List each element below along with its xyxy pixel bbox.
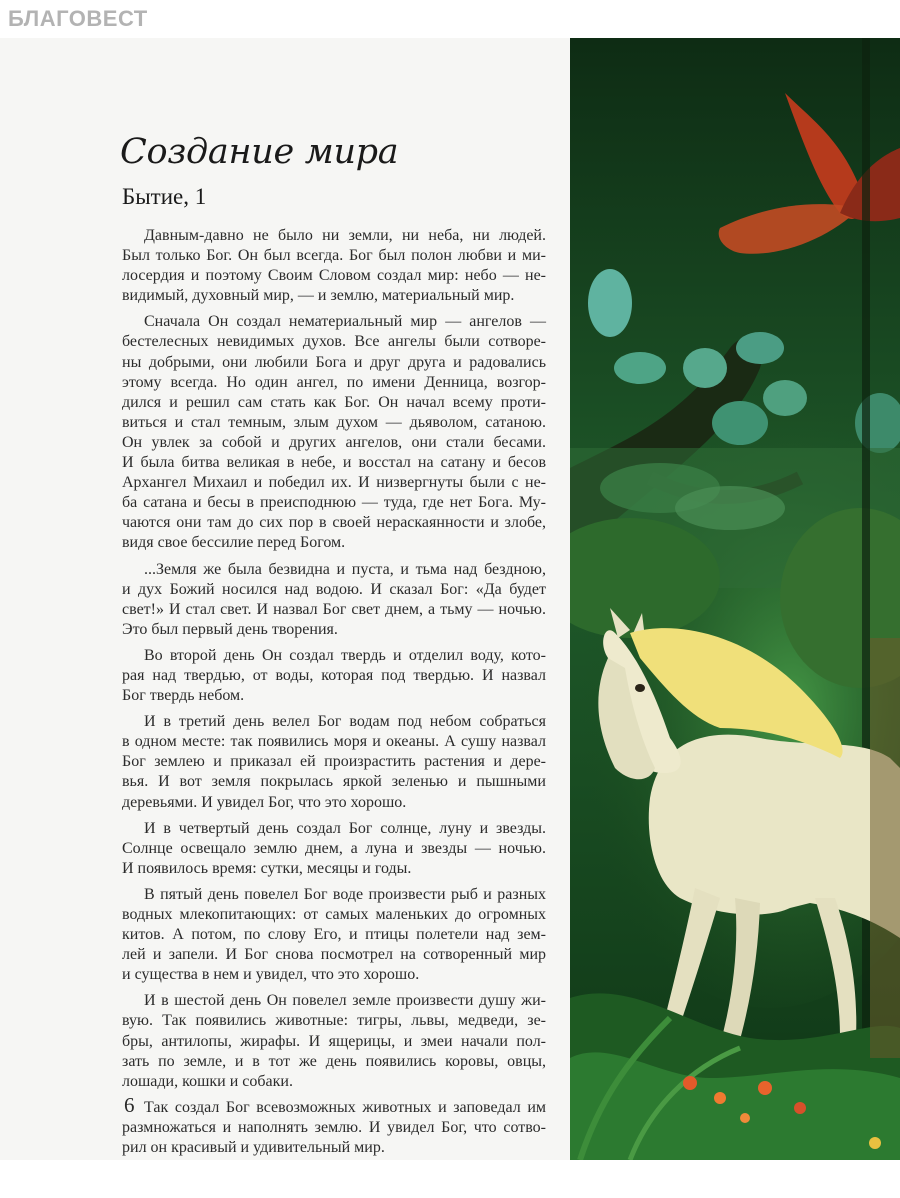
text-line: И появилось время: сутки, месяцы и годы. (122, 859, 412, 877)
body-text (122, 226, 546, 1164)
text-line: лей и запели. И Бог снова посмотрел на сотворенный мир (122, 946, 546, 964)
text-line: И была битва великая в небе, и восстал на сатану и бесов (122, 454, 546, 472)
text-line: размножаться и наполнять землю. И увидел Бог, что сотво- (122, 1118, 546, 1136)
text-line: вую. Так появились животные: тигры, львы, медведи, зе- (122, 1012, 546, 1030)
page-title: Создание мира (120, 132, 399, 172)
text-line: китов. А потом, по слову Его, и птицы полетели над зем- (122, 926, 546, 944)
text-line: Был только Бог. Он был всегда. Бог был полон любви и ми- (122, 247, 546, 265)
text-line: рил он красивый и удивительный мир. (122, 1139, 385, 1157)
text-line: свет!» И стал свет. И назвал Бог свет днем, а тьму — ночью. (122, 600, 546, 618)
text-line: Во второй день Он создал твердь и отделил воду, кото- (144, 646, 546, 664)
text-line: этому всегда. Но один ангел, по имени Денница, возгор- (122, 373, 546, 391)
paragraph (122, 560, 546, 640)
paragraph (122, 226, 546, 306)
book-page (0, 38, 570, 1160)
text-line: Так создал Бог всевозможных животных и заповедал им (144, 1098, 546, 1116)
text-line: и дух Божий носился над водою. И сказал Бог: «Да будет (122, 580, 546, 598)
text-line: Бог твердь небом. (122, 687, 245, 705)
bottom-margin (0, 1160, 900, 1198)
text-line: И в четвертый день создал Бог солнце, луну и звезды. (144, 819, 546, 837)
text-line: И в третий день велел Бог водам под небом собраться (144, 713, 546, 731)
text-line: лосердия и поэтому Своим Словом создал мир: небо — не- (122, 267, 546, 285)
text-line: бры, антилопы, жирафы. И ящерицы, и змеи начали пол- (122, 1032, 546, 1050)
text-line: зать по земле, и в тот же день появились коровы, овцы, (122, 1052, 546, 1070)
watermark-logo: БЛАГОВЕСТ (8, 6, 148, 31)
paragraph (122, 646, 546, 706)
text-line: И в шестой день Он повелел земле произвести душу жи- (144, 992, 546, 1010)
horse-forest-picture (570, 38, 900, 1160)
text-line: ...Земля же была безвидна и пуста, и тьма над бездною, (144, 560, 546, 578)
text-line: ны добрыми, они любили Бога и друг друга и радовались (122, 353, 546, 371)
text-line: в одном месте: так появились моря и океаны. А сушу назвал (122, 733, 546, 751)
text-line: рая над твердью, от воды, которая под твердью. И назвал (122, 666, 546, 684)
paragraph (122, 991, 546, 1091)
text-line: вья. И вот земля покрылась яркой зеленью и пышными (122, 773, 546, 791)
text-line: Архангел Михаил и победил их. И низвергнуты были с не- (122, 474, 546, 492)
text-line: Солнце освещало землю днем, а луна и звезды — ночью. (122, 839, 546, 857)
text-line: бестелесных невидимых духов. Все ангелы были сотворе- (122, 333, 546, 351)
text-line: лошади, кошки и собаки. (122, 1072, 293, 1090)
text-line: и существа в нем и увидел, что это хорошо. (122, 966, 420, 984)
text-line: Бог землею и приказал ей произрастить растения и дере- (122, 753, 546, 771)
paragraph (122, 885, 546, 985)
chapter-reference: Бытие, 1 (122, 184, 207, 209)
paragraph (122, 819, 546, 879)
text-line: видимый, духовный мир, — и землю, материальный мир. (122, 287, 515, 305)
text-line: Это был первый день творения. (122, 620, 338, 638)
illustration (570, 38, 900, 1160)
text-line: Сначала Он создал нематериальный мир — ангелов — (144, 313, 546, 331)
page-number: 6 (124, 1093, 135, 1117)
text-line: видя свое бессилие перед Богом. (122, 534, 346, 552)
text-line: В пятый день повелел Бог воде произвести рыб и разных (144, 885, 546, 903)
text-line: ба сатана и бесы в преисподнюю — туда, где нет Бога. Му- (122, 494, 546, 512)
text-line: водных млекопитающих: от самых маленьких до огромных (122, 906, 546, 923)
text-line: чаются они там до сих пор в своей нераскаянности и злобе, (122, 514, 546, 532)
text-line: Он увлек за собой и других ангелов, они стали бесами. (122, 433, 546, 451)
text-line: Давным-давно не было ни земли, ни неба, ни людей. (144, 227, 546, 244)
text-line: дился и решил сам стать как Бог. Он начал всему проти- (122, 393, 546, 411)
text-line: виться и стал темным, злым духом — дьяволом, сатаною. (122, 413, 546, 431)
paragraph (122, 312, 546, 553)
paragraph (122, 712, 546, 812)
text-line: деревьями. И увидел Бог, что это хорошо. (122, 793, 407, 811)
paragraph (122, 1098, 546, 1158)
